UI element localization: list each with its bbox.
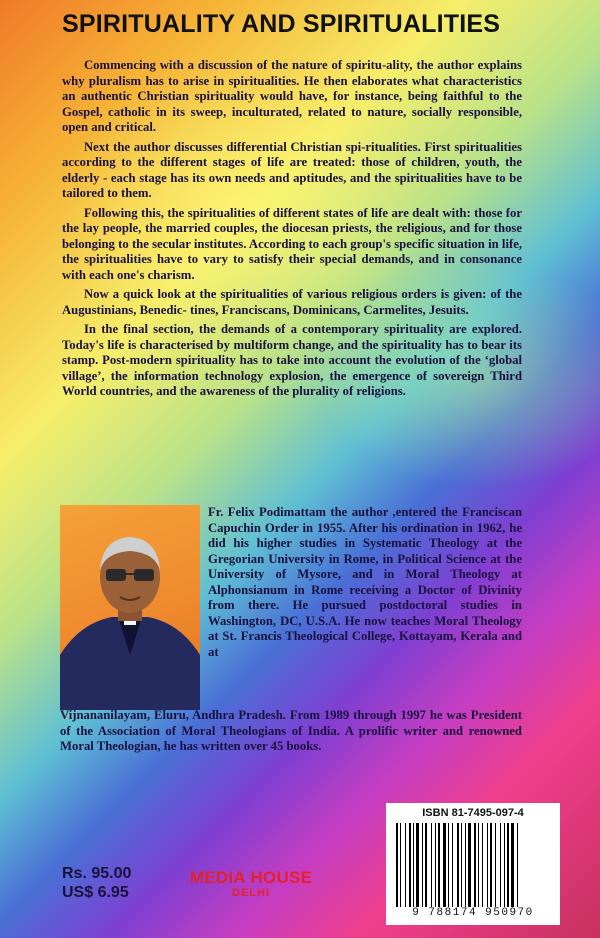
blurb — [62, 58, 522, 404]
publisher-city: DELHI — [232, 887, 270, 899]
blurb-paragraph: Now a quick look at the spiritualities of various religious orders is given: of the Augustinians, Benedic- tines, Franciscans, Dominicans, Carmelites, Jesuits. — [62, 287, 522, 317]
author-bio: Fr. Felix Podimattam the author ,entered the Franciscan Capuchin Order in 1955. After his ordination in 1962, he did his higher studies in Systematic Theology at the Gregorian University in Rome, in Political Science at the University of Mysore, and in Moral Theology at Alphonsianum in Rome receiving a Doctor of Divinity from there. He pursued postdoctoral studies in Washington, DC, U.S.A. He now teaches Moral Theology at St. Francis Theological College, Kottayam, Kerala and at — [208, 505, 522, 659]
barcode-number: 9 788174 950970 — [412, 907, 534, 919]
price-inr: Rs. 95.00 — [62, 865, 132, 882]
isbn-label: ISBN 81-7495-097-4 — [422, 807, 524, 819]
barcode-icon — [394, 823, 552, 907]
author-bio-continued: Vijnananilayam, Eluru, Andhra Pradesh. From 1989 through 1997 he was President of the Association of Moral Theologians of India. A prolific writer and renowned Moral Theologian, he has written over 45 books. — [60, 708, 522, 753]
barcode-panel — [386, 803, 560, 925]
blurb-paragraph: Next the author discusses differential Christian spi-ritualities. First spiritualities according to the different stages of life are treated: those of children, youth, the elderly - each stage has its own needs and aptitudes, and the spiritualities have to be tailored to them. — [62, 139, 522, 200]
author-portrait-illustration — [60, 505, 200, 710]
book-title: SPIRITUALITY AND SPIRITUALITIES — [62, 10, 501, 38]
blurb-paragraph: In the final section, the demands of a contemporary spirituality are explored. Today's life is characterised by multiform change, and the spirituality has to bear its stamp. Post-modern spirituality has to take into account the evolution of the ‘global village’, the information technology explosion, the emergence of sovereign Third World countries, and the awareness of the plurality of religions. — [62, 322, 522, 398]
publisher-logo — [186, 868, 316, 899]
price-block — [62, 864, 131, 902]
author-photo — [60, 505, 200, 710]
blurb-paragraph: Following this, the spiritualities of different states of life are dealt with: those for the lay people, the married couples, the diocesan priests, the religious, and for those belonging to the secular institutes. According to each group's specific situation in life, the spiritualities have to vary to satisfy their special demands, and in consonance with each one's charism. — [62, 205, 522, 282]
price-usd: US$ 6.95 — [62, 884, 129, 901]
blurb-paragraph: Commencing with a discussion of the nature of spiritu-ality, the author explains why pluralism has to arise in spiritualities. He then elaborates what characteristics an authentic Christian spirituality would have, for instance, being faithful to the Gospel, catholic in its sweep, inculturated, related to nature, socially responsible, open and critical. — [62, 58, 522, 134]
publisher-name: MEDIA HOUSE — [189, 868, 313, 887]
